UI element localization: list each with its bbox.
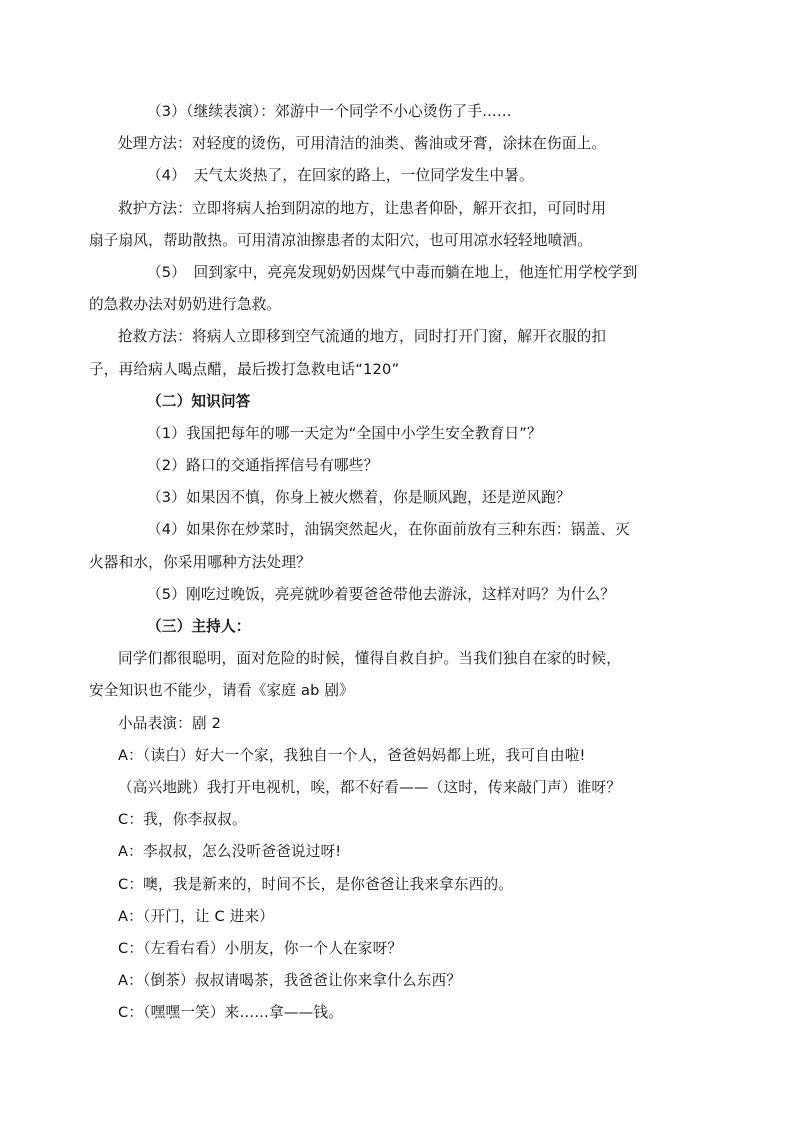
paragraph-line: 抢救方法：将病人立即移到空气流通的地方，同时打开门窗，解开衣服的扣 xyxy=(118,328,607,346)
dialogue-line: C：（左看右看）小朋友，你一个人在家呀？ xyxy=(118,939,403,957)
dialogue-line: A：（读白）好大一个家，我独自一个人，爸爸妈妈都上班，我可自由啦! xyxy=(118,746,586,764)
dialogue-line: A：（倒茶）叔叔请喝茶，我爸爸让你来拿什么东西？ xyxy=(118,972,462,990)
paragraph-line: 子，再给病人喝点醋，最后拨打急救电话“120” xyxy=(89,360,400,378)
paragraph-line: （3）（继续表演）：郊游中一个同学不小心烫伤了手…… xyxy=(147,103,512,120)
paragraph-line: 救护方法：立即将病人抬到阴凉的地方，让患者仰卧，解开衣扣，可同时用 xyxy=(118,199,607,217)
paragraph-line: 的急救办法对奶奶进行急救。 xyxy=(89,296,282,314)
dialogue-line: A：（开门，让 C 进来） xyxy=(118,907,275,925)
dialogue-line: C：噢，我是新来的，时间不长，是你爸爸让我来拿东西的。 xyxy=(118,875,514,893)
paragraph-line: 扇子扇风，帮助散热。可用清凉油擦患者的太阳穴，也可用凉水轻轻地喷洒。 xyxy=(89,231,592,249)
question-item: （1）我国把每年的哪一天定为“全国中小学生安全教育日”？ xyxy=(147,424,542,442)
dialogue-line: A：李叔叔，怎么没听爸爸说过呀! xyxy=(118,843,342,861)
question-item-continued: 火器和水，你采用哪种方法处理？ xyxy=(89,553,311,571)
paragraph-line: 同学们都很聪明，面对危险的时候，懂得自救自护。当我们独自在家的时候， xyxy=(118,650,621,668)
document-body xyxy=(89,96,678,1029)
section-heading: （二）知识问答 xyxy=(147,392,251,410)
paragraph-line: （5） 回到家中，亮亮发现奶奶因煤气中毒而躺在地上，他连忙用学校学到 xyxy=(147,263,638,281)
section-heading: （三）主持人： xyxy=(147,618,251,635)
question-item: （3）如果因不慎，你身上被火燃着，你是顺风跑，还是逆风跑？ xyxy=(147,489,571,507)
question-item: （4）如果你在炒菜时，油锅突然起火，在你面前放有三种东西：锅盖、灭 xyxy=(147,521,630,539)
paragraph-line: 安全知识也不能少，请看《家庭 ab 剧》 xyxy=(89,682,354,700)
paragraph-line: 处理方法：对轻度的烫伤，可用清洁的油类、酱油或牙膏，涂抹在伤面上。 xyxy=(118,135,607,153)
skit-title: 小品表演：剧 2 xyxy=(118,714,222,732)
dialogue-line: （高兴地跳）我打开电视机，唉，都不好看——（这时，传来敲门声）谁呀？ xyxy=(118,778,621,796)
paragraph-line: （4） 天气太炎热了，在回家的路上，一位同学发生中暑。 xyxy=(147,167,534,185)
question-item: （2）路口的交通指挥信号有哪些？ xyxy=(147,457,379,475)
dialogue-line: C：我，你李叔叔。 xyxy=(118,811,247,829)
dialogue-line: C：（嘿嘿一笑）来……拿——钱。 xyxy=(118,1004,343,1022)
question-item: （5）刚吃过晚饭，亮亮就吵着要爸爸带他去游泳，这样对吗？为什么？ xyxy=(147,585,616,603)
